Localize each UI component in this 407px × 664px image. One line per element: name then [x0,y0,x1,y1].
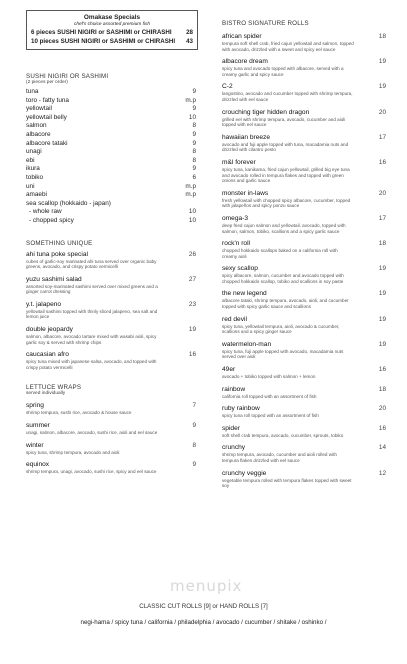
item-description: spicy tuna, shrimp tempura, avocado and aioli [26,449,120,455]
menu-row [26,140,196,149]
item-name: albacore dream [222,58,268,66]
menu-item [26,351,196,370]
menu-item [222,265,386,284]
menu-item [222,316,386,335]
menu-item [26,276,196,295]
item-price: 16 [378,424,386,432]
menu-row [26,97,196,106]
item-description: spicy tuna, kanikama, fried cajun yellowtail, grilled big eye tuna and avocado rolled in tempura flakes and topped with green onions and garlic sauce [222,166,350,184]
item-name: tuna [26,88,39,95]
item-price: m.p [185,182,196,190]
item-name: unagi [26,148,42,156]
item-name: hawaiian breeze [222,133,271,141]
item-name: crunchy [222,444,246,452]
menu-item [222,425,386,439]
menu-item [26,442,196,456]
menu-item [222,33,386,52]
item-price: 17 [378,133,386,141]
item-price: 20 [378,405,386,413]
item-name: yellowtail [26,105,52,113]
item-price: 9 [192,88,196,95]
menu-item [222,341,386,360]
item-price: m.p [185,96,196,104]
item-name: caucasian afro [26,351,69,359]
menu-item [222,470,386,489]
menu-item [26,461,196,475]
menu-row [26,88,196,97]
menu-item [222,159,386,184]
menu-item [26,402,196,416]
item-description: deep fried cajun salmon and yellowtail, avocado, topped with salmon, salmon, tobiko, scallions and a spicy garlic sauce [222,222,346,234]
menu-item [222,58,386,77]
item-price: 12 [378,469,386,477]
item-name: 49er [222,366,236,374]
item-name: - whole raw [29,208,62,216]
item-price: 9 [192,130,196,138]
item-description: spicy tuna, fuji apple topped with avocado, macadamia nuts served over aioli [222,348,344,360]
item-name: albacore [26,130,51,138]
item-name: double jeopardy [26,326,73,334]
item-price: 19 [378,58,386,66]
menu-row [26,131,196,140]
item-price: 20 [378,108,386,116]
menu-row [26,183,196,192]
item-description: california roll topped with an assortment of fish [222,393,317,399]
item-name: - chopped spicy [29,216,74,224]
menu-row [26,191,196,200]
item-description: spicy tuna roll topped with an assortment of fish [222,413,319,419]
item-name: sea scallop (hokkaido - japan) [26,199,111,207]
item-name: equinox [26,461,50,469]
omakase-box [26,10,198,50]
item-name: m&l forever [222,158,256,166]
item-name: uni [26,182,35,190]
omakase-row-price: 28 [186,29,193,36]
menu-row [26,157,196,166]
item-price: 7 [192,402,196,410]
item-price: 17 [378,214,386,222]
section-heading-bistro: BISTRO SIGNATURE ROLLS [222,20,309,27]
item-price: 23 [188,300,196,308]
item-name: african spider [222,33,262,40]
item-name: red devil [222,315,247,323]
item-price: 19 [378,265,386,273]
item-name: sexy scallop [222,265,258,273]
item-price: 8 [192,156,196,164]
menu-item [222,290,386,309]
item-price: 9 [192,165,196,173]
item-description: unagi, salmon, albacore, avocado, sushi rice, aioli and eel sauce [26,430,158,436]
item-name: ruby rainbow [222,405,260,413]
item-price: 9 [192,139,196,147]
section-note-wraps: served individually [26,391,66,397]
item-name: crouching tiger hidden dragon [222,108,310,116]
item-description: assorted soy-marinated sashimi served over mixed greens and a ginger carrot dressing [26,283,158,295]
right-column [222,20,386,495]
item-description: salmon, albacore, avocado tartare mixed with wasabi aioli, spicy garlic soy & served with shrimp chips [26,334,157,345]
menu-row [26,105,196,114]
menu-row [26,148,196,157]
omakase-row-label: 6 pieces SUSHI NIGIRI or SASHIMI or CHIRASHI [31,29,172,36]
item-description: shrimp tempura, avocado, cucumber and aioli rolled with tempura flakes drizzled with eel sauce [222,452,337,463]
item-price: 20 [378,189,386,197]
item-name: salmon [26,122,47,130]
item-description: spicy tuna and avocado topped with albacore, served with a creamy garlic and spicy sauce [222,66,344,77]
item-description: spicy tuna, yellowtail tempura, aioli, avocado & cucumber, scallions and a spicy ginger sauce [222,323,340,335]
omakase-subtitle: chef's choice assorted premium fish [73,22,151,27]
item-name: ikura [26,165,40,173]
menu-row [26,174,196,183]
item-description: vegetable tempura rolled with tempura flakes topped with sweet soy [222,477,352,489]
item-price: 18 [378,240,386,248]
item-name: spring [26,402,44,410]
omakase-row-label: 10 pieces SUSHI NIGIRI or SASHIMI or CHIRASHI [31,38,176,45]
menu-item [222,240,386,259]
item-name: amaebi [26,191,47,199]
footer-title: CLASSIC CUT ROLLS [9] or HAND ROLLS [7] [139,603,268,610]
item-name: omega-3 [222,214,249,222]
menu-item [222,109,386,128]
item-name: watermelon-man [222,340,272,348]
item-price: 6 [192,173,196,181]
item-price: 27 [188,275,196,283]
item-name: albacore tataki [26,139,68,147]
omakase-row-price: 43 [186,38,193,45]
item-name: monster in-laws [222,189,269,197]
item-price: 16 [378,366,386,374]
item-description: spicy tuna mixed with japanese salsa, avocado, and topped with crispy potato vermicelli [26,359,157,370]
item-description: grilled eel with shrimp tempura, avocado, cucumber and aioli topped with eel sauce [222,116,346,128]
item-name: spider [222,424,240,432]
item-description: cubes of garlic-soy marinated ahi tuna served over organic baby greens, avocado, and crispy potato vermicelli [26,258,157,270]
menu-row [26,114,196,123]
item-price: 19 [378,315,386,323]
item-price: 8 [192,122,196,130]
item-description: shrimp tempura, unagi, avocado, sushi rice, spicy and eel sauce [26,469,157,475]
item-price: 19 [378,83,386,91]
item-price: 16 [378,158,386,166]
menu-row [26,122,196,131]
item-price: 16 [188,351,196,359]
item-price: 10 [188,208,196,216]
item-price: 9 [192,105,196,113]
menu-item [222,405,386,419]
item-name: rock'n roll [222,240,251,248]
item-description: soft shell crab tempura, avocado, cucumber, sprouts, tobiko [222,432,344,438]
item-name: ahi tuna poke special [26,250,88,258]
item-name: summer [26,422,50,430]
item-name: y.t. jalapeno [26,300,62,308]
menu-item [26,301,196,320]
menu-item [222,366,386,380]
item-price: 19 [378,340,386,348]
item-name: rainbow [222,385,246,393]
item-description: avocado and fuji apple topped with tuna, macadamia nuts and drizzled with cilantro pesto [222,141,349,153]
item-name: C-2 [222,83,233,91]
item-name: winter [26,441,44,449]
item-price: 9 [192,461,196,469]
item-description: shrimp tempura, sushi rice, avocado & house sauce [26,410,132,416]
menu-item [222,83,386,102]
item-price: 9 [192,422,196,430]
menu-row [26,217,196,226]
menu-row [26,208,196,217]
item-name: ebi [26,156,35,164]
footer-roll-list: negi-hama / spicy tuna / california / philadelphia / avocado / cucumber / shitake / oshinko / [80,619,327,626]
item-description: chopped hokkaido scallops baked on a california roll with creamy aioli [222,248,338,259]
item-description: yellowtail sashimi topped with thinly sliced jalapeno, sea salt and lemon juice [26,308,158,320]
item-price: 10 [188,216,196,224]
left-column [26,73,196,481]
menu-row [26,165,196,174]
item-price: 18 [378,33,386,40]
menu-item [222,386,386,400]
omakase-row [27,38,197,45]
menu-item [222,444,386,463]
menu-item [26,251,196,270]
item-price: 19 [188,326,196,334]
item-description: albacore tataki, shrimp tempura, avocado, aioli, and cucumber topped with spicy garlic sauce and scallions [222,298,349,310]
item-price: 8 [192,441,196,449]
item-price: 14 [378,444,386,452]
item-price: 8 [192,148,196,156]
menu-item [26,422,196,436]
item-name: yellowtail belly [26,113,67,121]
item-description: spicy albacore, salmon, cucumber and avocado topped with chopped hokkaido scallop, tobiko and scallions in soy paste [222,273,344,284]
item-description: langostino, avocado and cucumber topped with shrimp tempura, drizzled with eel sauce [222,91,353,102]
section-heading-nigiri: SUSHI NIGIRI OR SASHIMI [26,73,109,80]
watermark-logo: menupix [170,577,243,595]
menu-row [26,200,196,209]
item-description: avocado + tobiko topped with salmon + lemon [222,374,316,380]
menu-item [222,190,386,209]
item-name: yuzu sashimi salad [26,275,82,283]
item-name: tobiko [26,173,44,181]
section-note-nigiri: (2 pieces per order) [26,80,68,85]
item-name: crunchy veggie [222,469,267,477]
item-price: 19 [378,290,386,298]
section-heading-unique: SOMETHING UNIQUE [26,239,93,247]
menu-item [26,326,196,345]
item-name: the new legend [222,290,267,298]
item-name: toro - fatty tuna [26,96,69,104]
item-description: fresh yellowtail with chopped spicy albacore, cucumber, topped with jalapeños and spicy ponzu sauce [222,197,351,209]
item-price: 26 [188,250,196,258]
omakase-row [27,29,197,36]
menu-item [222,215,386,234]
item-price: 10 [188,113,196,121]
item-description: tempura soft shell crab, fried cajun yellowtail and salmon, topped with avocado, drizzled with a sweet and spicy eel sauce [222,41,354,52]
omakase-title: Omakase Specials [83,14,141,21]
item-price: m.p [185,191,196,199]
item-price: 18 [378,385,386,393]
section-heading-wraps: LETTUCE WRAPS [26,384,82,392]
menu-item [222,134,386,153]
